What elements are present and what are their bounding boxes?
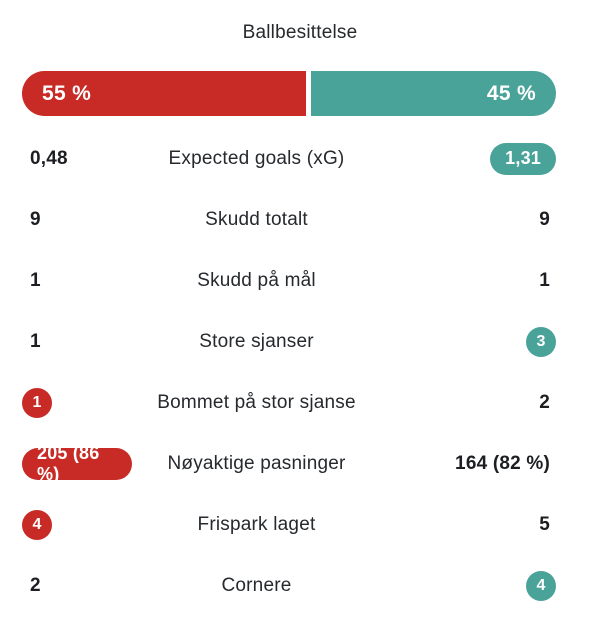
away-value-cell [381, 209, 556, 231]
home-value: 4 [22, 510, 52, 540]
possession-title: Ballbesittelse [242, 22, 358, 43]
stat-row [22, 433, 556, 494]
away-value: 9 [539, 208, 550, 230]
away-value: 4 [526, 571, 556, 601]
home-value-cell [22, 388, 132, 418]
home-value-cell [22, 575, 132, 597]
stat-label: Skudd på mål [197, 269, 316, 291]
possession-away-segment [311, 71, 556, 116]
away-value-cell [381, 514, 556, 536]
home-value-cell [22, 442, 132, 484]
away-value-cell [381, 143, 556, 175]
stat-row [22, 372, 556, 433]
stat-label: Nøyaktige pasninger [167, 452, 346, 474]
away-value: 2 [539, 391, 550, 413]
stat-row [22, 555, 556, 616]
away-value: 3 [526, 327, 556, 357]
possession-bar [22, 71, 556, 116]
away-value-cell [381, 453, 556, 475]
home-value-cell [22, 270, 132, 292]
home-value-cell [22, 209, 132, 231]
stat-label: Expected goals (xG) [168, 147, 345, 169]
stat-row [22, 311, 556, 372]
away-value: 1 [539, 269, 550, 291]
away-value: 1,31 [490, 143, 556, 175]
home-value: 9 [30, 208, 41, 230]
stat-row [22, 250, 556, 311]
home-value: 1 [22, 388, 52, 418]
home-value: 0,48 [30, 147, 68, 169]
possession-home-value: 55 % [42, 81, 92, 105]
home-value: 2 [30, 574, 41, 596]
stat-label: Store sjanser [199, 330, 314, 352]
possession-away-value: 45 % [486, 81, 536, 105]
home-value: 205 (86 %) [22, 448, 132, 480]
home-value-cell [22, 148, 132, 170]
home-value: 1 [30, 269, 41, 291]
stat-label: Frispark laget [197, 513, 316, 535]
away-value: 164 (82 %) [455, 452, 550, 474]
home-value: 1 [30, 330, 41, 352]
stat-label: Skudd totalt [205, 208, 308, 230]
stat-label: Cornere [221, 574, 292, 596]
away-value-cell [381, 270, 556, 292]
stat-row [22, 189, 556, 250]
stats-rows [22, 128, 556, 616]
away-value-cell [381, 327, 556, 357]
home-value-cell [22, 331, 132, 353]
away-value-cell [381, 571, 556, 601]
stat-row [22, 494, 556, 555]
home-value-cell [22, 510, 132, 540]
possession-home-segment [22, 71, 306, 116]
stat-label: Bommet på stor sjanse [157, 391, 356, 413]
away-value: 5 [539, 513, 550, 535]
away-value-cell [381, 392, 556, 414]
stat-row [22, 128, 556, 189]
